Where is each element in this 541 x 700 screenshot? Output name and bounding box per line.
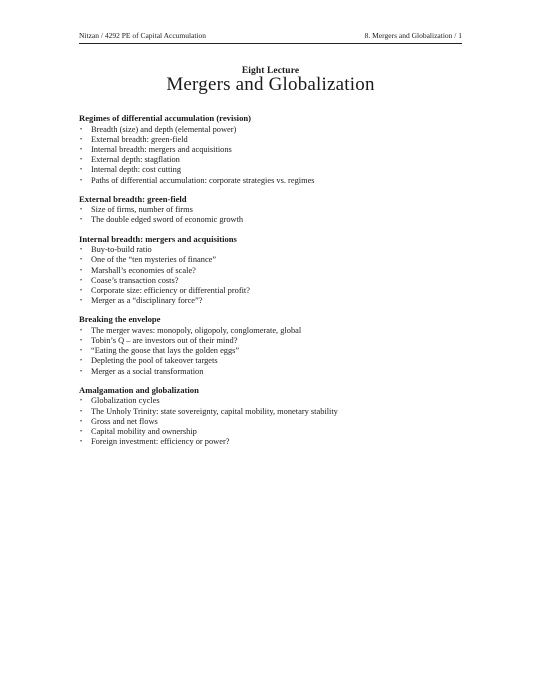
list-item: • Depleting the pool of takeover targets — [80, 356, 218, 366]
bullet-icon: • — [80, 247, 83, 254]
bullet-icon: • — [80, 358, 83, 365]
bullet-icon: • — [80, 418, 83, 425]
section-external-breadth — [79, 194, 469, 226]
list-item: • Paths of differential accumulation: corporate strategies vs. regimes — [80, 175, 315, 185]
list-item: • Buy-to-build ratio — [80, 245, 152, 255]
section-title: Breaking the envelope — [79, 314, 161, 325]
bullet-icon: • — [80, 167, 83, 174]
section-amalgamation — [79, 385, 469, 448]
bullet-icon: • — [80, 146, 83, 153]
section-breaking-envelope — [79, 314, 469, 377]
list-item: • External breadth: green-field — [80, 134, 188, 144]
list-item: • Size of firms, number of firms — [80, 205, 193, 215]
lecture-label: Eight Lecture — [241, 66, 300, 76]
bullet-icon: • — [80, 428, 83, 435]
bullet-icon: • — [80, 136, 83, 143]
bullet-icon: • — [80, 177, 83, 184]
bullet-icon: • — [80, 398, 83, 405]
section-title: External breadth: green-field — [79, 193, 187, 204]
bullet-list — [79, 245, 469, 306]
bullet-icon: • — [80, 257, 83, 264]
list-item: • Merger as a social transformation — [80, 366, 204, 376]
list-item: • One of the “ten mysteries of finance” — [80, 255, 217, 265]
bullet-icon: • — [80, 439, 83, 446]
bullet-icon: • — [80, 217, 83, 224]
bullet-list — [79, 396, 469, 447]
list-item: • Marshall’s economies of scale? — [80, 265, 196, 275]
bullet-icon: • — [80, 408, 83, 415]
list-item: • “Eating the goose that lays the golden eggs” — [80, 346, 240, 356]
section-title: Amalgamation and globalization — [79, 384, 199, 395]
bullet-list — [79, 125, 469, 186]
list-item: • Corporate size: efficiency or differential profit? — [80, 285, 250, 295]
bullet-icon: • — [80, 338, 83, 345]
list-item: • Coase’s transaction costs? — [80, 275, 179, 285]
list-item: • Merger as a “disciplinary force”? — [80, 296, 203, 306]
header-page-number: 8. Mergers and Globalization / 1 — [364, 31, 462, 40]
list-item: • Internal depth: cost cutting — [80, 165, 182, 175]
bullet-icon: • — [80, 267, 83, 274]
section-internal-breadth — [79, 234, 469, 307]
bullet-list — [79, 205, 469, 225]
page-header — [79, 31, 462, 44]
bullet-icon: • — [80, 298, 83, 305]
section-title: Internal breadth: mergers and acquisitions — [79, 233, 237, 244]
section-regimes — [79, 113, 469, 186]
list-item: • The merger waves: monopoly, oligopoly, conglomerate, global — [80, 325, 302, 335]
list-item: • Globalization cycles — [80, 396, 160, 406]
bullet-icon: • — [80, 157, 83, 164]
list-item: • Tobin’s Q – are investors out of their mind? — [80, 336, 238, 346]
bullet-icon: • — [80, 327, 83, 334]
bullet-icon: • — [80, 207, 83, 214]
list-item: • External depth: stagflation — [80, 155, 180, 165]
list-item: • Internal breadth: mergers and acquisitions — [80, 144, 232, 154]
list-item: • Foreign investment: efficiency or power? — [80, 437, 230, 447]
list-item: • Capital mobility and ownership — [80, 426, 197, 436]
bullet-icon: • — [80, 126, 83, 133]
bullet-icon: • — [80, 348, 83, 355]
header-course: Nitzan / 4292 PE of Capital Accumulation — [79, 31, 207, 40]
section-title: Regimes of differential accumulation (revision) — [79, 113, 252, 123]
list-item: • Breadth (size) and depth (elemental power) — [80, 124, 237, 134]
list-item: • The Unholy Trinity: state sovereignty, capital mobility, monetary stability — [80, 406, 338, 416]
list-item: • The double edged sword of economic growth — [80, 215, 244, 225]
bullet-list — [79, 326, 469, 377]
list-item: • Gross and net flows — [80, 416, 158, 426]
bullet-icon: • — [80, 368, 83, 375]
page-title: Mergers and Globalization — [166, 74, 375, 95]
lecture-outline — [79, 113, 469, 455]
bullet-icon: • — [80, 287, 83, 294]
bullet-icon: • — [80, 277, 83, 284]
